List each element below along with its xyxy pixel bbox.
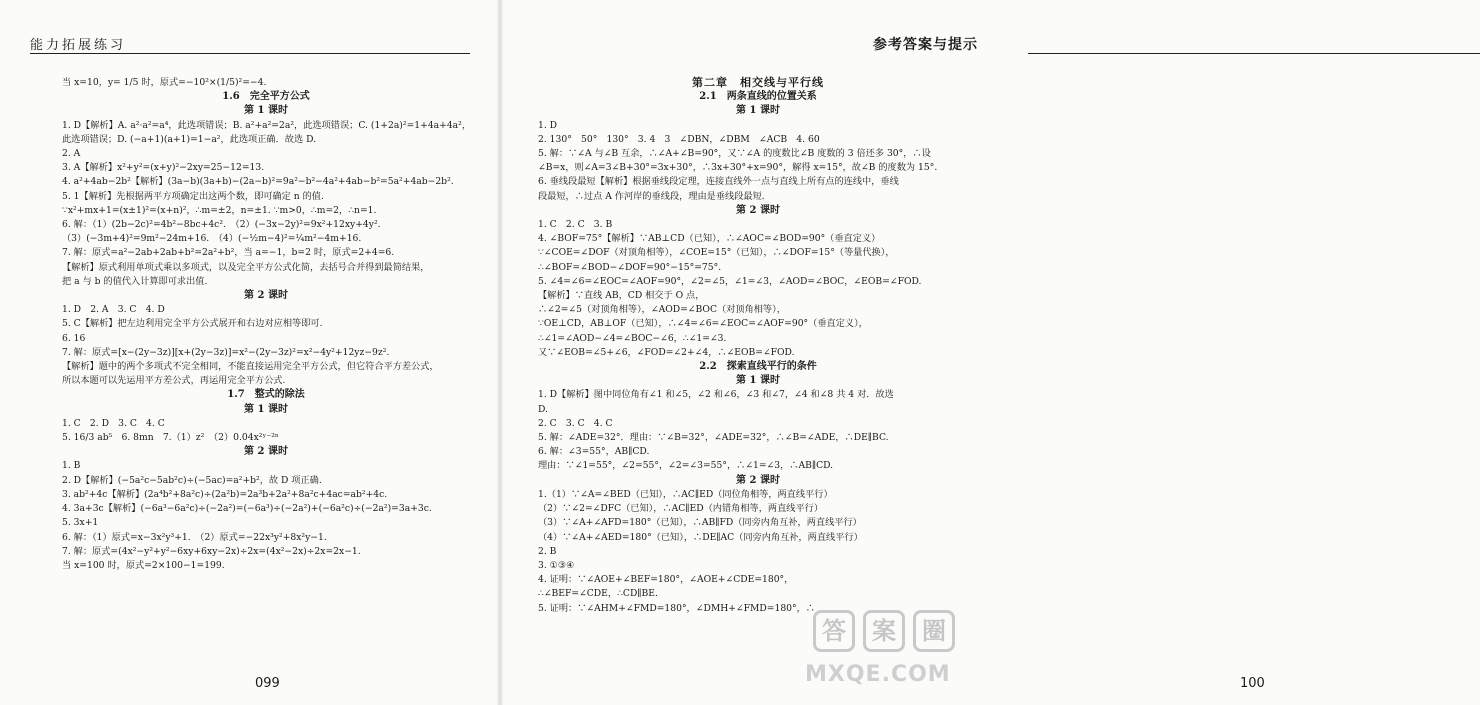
- answer-line: 5. 3x+1: [62, 517, 99, 529]
- answer-line: 4. 3a+3c【解析】(−6a³−6a²c)÷(−2a²)=(−6a³)÷(−2a²)+(−6a²c)÷(−2a²)=3a+3c.: [62, 503, 432, 515]
- answer-line: （3）∵∠A+∠AFD=180°（已知），∴AB∥FD（同旁内角互补，两直线平行）: [538, 517, 862, 529]
- answer-line: 6. 解：（1）原式=x−3x²y³+1. （2）原式=−22x³y²+8x²y−1.: [62, 531, 327, 543]
- answer-line: 1. C 2. C 3. B: [538, 219, 613, 231]
- answer-line: ∵OE⊥CD，AB⊥OF（已知），∴∠4=∠6=∠EOC=∠AOF=90°（垂直定义），: [538, 318, 868, 330]
- answer-line: 6. 垂线段最短【解析】根据垂线段定理，连接直线外一点与直线上所有点的连线中，垂线: [538, 176, 899, 188]
- watermark-char: 答: [813, 610, 855, 652]
- answer-line: ∵∠COE=∠DOF（对顶角相等），∠COE=15°（已知），∴∠DOF=15°（等量代换），: [538, 247, 895, 259]
- section-heading: 第 1 课时: [244, 403, 288, 415]
- section-heading: 2.1 两条直线的位置关系: [699, 91, 817, 103]
- answer-line: 【解析】∵直线 AB，CD 相交于 O 点，: [538, 290, 705, 302]
- answer-line: 7. 解：原式=[x−(2y−3z)][x+(2y−3z)]=x²−(2y−3z)²=x²−4y²+12yz−9z².: [62, 346, 390, 358]
- answer-line: ∴∠BOF=∠BOD−∠DOF=90°−15°=75°.: [538, 261, 722, 273]
- answer-line: 5. 16/3 ab⁵ 6. 8mn 7.（1）z² （2）0.04x²ʸ⁻²ⁿ: [62, 432, 279, 444]
- answer-line: 2. 130° 50° 130° 3. 4 3 ∠DBN，∠DBM ∠ACB 4. 60: [538, 133, 820, 145]
- watermark-url: MXQE.COM: [805, 662, 951, 687]
- answer-line: 1. D【解析】A. a²·a²=a⁴，此选项错误；B. a²+a²=2a²，此选项错误；C. (1+2a)²=1+4a+4a²，: [62, 119, 472, 131]
- answer-line: ∠B=x，则∠A=3∠B+30°=3x+30°，∴3x+30°+x=90°，解得 x=15°，故∠B 的度数为 15°.: [538, 162, 938, 174]
- answer-line: （4）∵∠A+∠AED=180°（已知），∴DE∥AC（同旁内角互补，两直线平行）: [538, 531, 863, 543]
- answer-line: 把 a 与 b 的值代入计算即可求出值.: [62, 275, 208, 287]
- answer-line: 7. 解：原式=a²−2ab+2ab+b²=2a²+b²，当 a=−1，b=2 时，原式=2+4=6.: [62, 247, 395, 259]
- answer-line: 理由：∵∠1=55°，∠2=55°，∠2=∠3=55°，∴∠1=∠3，∴AB∥CD.: [538, 460, 834, 472]
- answer-line: 4. ∠BOF=75°【解析】∵AB⊥CD（已知），∴∠AOC=∠BOD=90°（垂直定义）: [538, 233, 881, 245]
- answer-line: 3. A【解析】x²+y²=(x+y)²−2xy=25−12=13.: [62, 162, 265, 174]
- answer-line: 4. a²+4ab−2b²【解析】(3a−b)(3a+b)−(2a−b)²=9a²−b²−4a²+4ab−b²=5a²+4ab−2b².: [62, 176, 454, 188]
- answer-line: 1.（1）∵∠A=∠BED（已知），∴AC∥ED（同位角相等，两直线平行）: [538, 488, 833, 500]
- answer-line: 6. 解：∠3=55°，AB∥CD.: [538, 446, 650, 458]
- section-heading: 第 1 课时: [244, 105, 288, 117]
- answer-line: 此选项错误；D. (−a+1)(a+1)=1−a²，此选项正确．故选 D.: [62, 133, 317, 145]
- watermark-logo: [805, 600, 985, 695]
- answer-line: 6. 解：（1）(2b−2c)²=4b²−8bc+4c². （2）(−3x−2y)²=9x²+12xy+4y².: [62, 219, 381, 231]
- section-heading: 第 2 课时: [736, 204, 780, 216]
- answer-line: 4. 证明：∵∠AOE+∠BEF=180°，∠AOE+∠CDE=180°，: [538, 574, 794, 586]
- answer-line: 3. ab²+4c【解析】(2a⁴b²+8a²c)÷(2a²b)=2a³b+2a²+8a²c+4ac=ab²+4c.: [62, 488, 388, 500]
- answer-line: 3. ①③④: [538, 559, 575, 571]
- answer-line: 【解析】原式利用单项式乘以多项式，以及完全平方公式化简，去括号合并得到最简结果，: [62, 261, 430, 273]
- right-page-header: 参考答案与提示: [873, 37, 978, 53]
- answer-line: 2. D【解析】(−5a²c−5ab²c)÷(−5ac)=a²+b²，故 D 项正确.: [62, 474, 322, 486]
- answer-line: 段最短，∴过点 A 作河岸的垂线段，理由是垂线段最短.: [538, 190, 765, 202]
- answer-line: 5. ∠4=∠6=∠EOC=∠AOF=90°，∠2=∠5，∠1=∠3，∠AOD=∠BOC，∠EOB=∠FOD.: [538, 275, 922, 287]
- section-heading: 第 2 课时: [244, 446, 288, 458]
- right-page-content: [538, 76, 978, 616]
- answer-line: 1. D: [538, 119, 558, 131]
- answer-line: 1. C 2. D 3. C 4. C: [62, 417, 165, 429]
- answer-line: ∴∠1=∠AOD−∠4=∠BOC−∠6，∴∠1=∠3.: [538, 332, 727, 344]
- section-heading: 1.7 整式的除法: [227, 389, 305, 401]
- section-heading: 第 2 课时: [736, 474, 780, 486]
- answer-line: 2. A: [62, 148, 81, 160]
- section-heading: 2.2 探索直线平行的条件: [699, 361, 817, 373]
- answer-line: 所以本题可以先运用平方差公式，再运用完全平方公式.: [62, 375, 286, 387]
- left-page-header: 能力拓展练习: [30, 38, 127, 53]
- left-page: [0, 0, 500, 705]
- answer-line: 当 x=10，y= 1/5 时，原式=−10²×(1/5)²=−4.: [62, 77, 267, 88]
- right-page-number: 100: [1240, 676, 1265, 691]
- answer-line: 5. 解：∵∠A 与∠B 互余，∴∠A+∠B=90°，又∵∠A 的度数比∠B 度数的 3 倍还多 30°，∴设: [538, 148, 931, 160]
- answer-line: 5. 解：∠ADE=32°．理由：∵∠B=32°，∠ADE=32°，∴∠B=∠ADE，∴DE∥BC.: [538, 432, 889, 444]
- watermark-char: 案: [863, 610, 905, 652]
- answer-line: 5. C【解析】把左边利用完全平方公式展开和右边对应相等即可.: [62, 318, 323, 330]
- section-heading: 第 1 课时: [736, 105, 780, 117]
- chapter-title: 第二章 相交线与平行线: [692, 76, 824, 89]
- answer-line: D.: [538, 403, 548, 415]
- section-heading: 1.6 完全平方公式: [222, 91, 310, 103]
- answer-line: ∴∠2=∠5（对顶角相等），∠AOD=∠BOC（对顶角相等），: [538, 304, 786, 316]
- answer-line: ∴∠BEF=∠CDE，∴CD∥BE.: [538, 588, 658, 600]
- left-page-number: 099: [255, 676, 280, 691]
- answer-line: 6. 16: [62, 332, 86, 344]
- answer-line: 当 x=100 时，原式=2×100−1=199.: [62, 559, 225, 571]
- answer-line: 7. 解：原式=(4x²−y²+y²−6xy+6xy−2x)÷2x=(4x²−2x)÷2x=2x−1.: [62, 545, 361, 557]
- answer-line: 2. B: [538, 545, 557, 557]
- section-heading: 第 2 课时: [244, 290, 288, 302]
- answer-line: 又∵∠EOB=∠5+∠6，∠FOD=∠2+∠4，∴∠EOB=∠FOD.: [538, 346, 795, 358]
- answer-line: 1. B: [62, 460, 81, 472]
- watermark-char: 圈: [913, 610, 955, 652]
- answer-line: 【解析】题中的两个多项式不完全相同，不能直接运用完全平方公式，但它符合平方差公式，: [62, 361, 439, 373]
- answer-line: （2）∵∠2=∠DFC（已知），∴AC∥ED（内错角相等，两直线平行）: [538, 503, 824, 515]
- header-rule: [1028, 53, 1480, 54]
- answer-line: 1. D 2. A 3. C 4. D: [62, 304, 165, 316]
- answer-line: 2. C 3. C 4. C: [538, 417, 613, 429]
- left-page-content: [62, 76, 470, 573]
- header-rule: [30, 53, 470, 54]
- answer-line: 1. D【解析】图中同位角有∠1 和∠5，∠2 和∠6，∠3 和∠7，∠4 和∠8 共 4 对．故选: [538, 389, 894, 401]
- answer-line: 5. 证明：∵∠AHM+∠FMD=180°，∠DMH+∠FMD=180°，∴: [538, 602, 815, 614]
- answer-line: （3）(−3m+4)²=9m²−24m+16. （4）(−½m−4)²=¼m²−4m+16.: [62, 233, 362, 245]
- answer-line: 5. 1【解析】先根据两平方项确定出这两个数，即可确定 n 的值.: [62, 190, 324, 202]
- section-heading: 第 1 课时: [736, 375, 780, 387]
- answer-line: ∵x²+mx+1=(x±1)²=(x+n)²，∴m=±2，n=±1. ∵m>0，∴m=2，∴n=1.: [62, 204, 377, 216]
